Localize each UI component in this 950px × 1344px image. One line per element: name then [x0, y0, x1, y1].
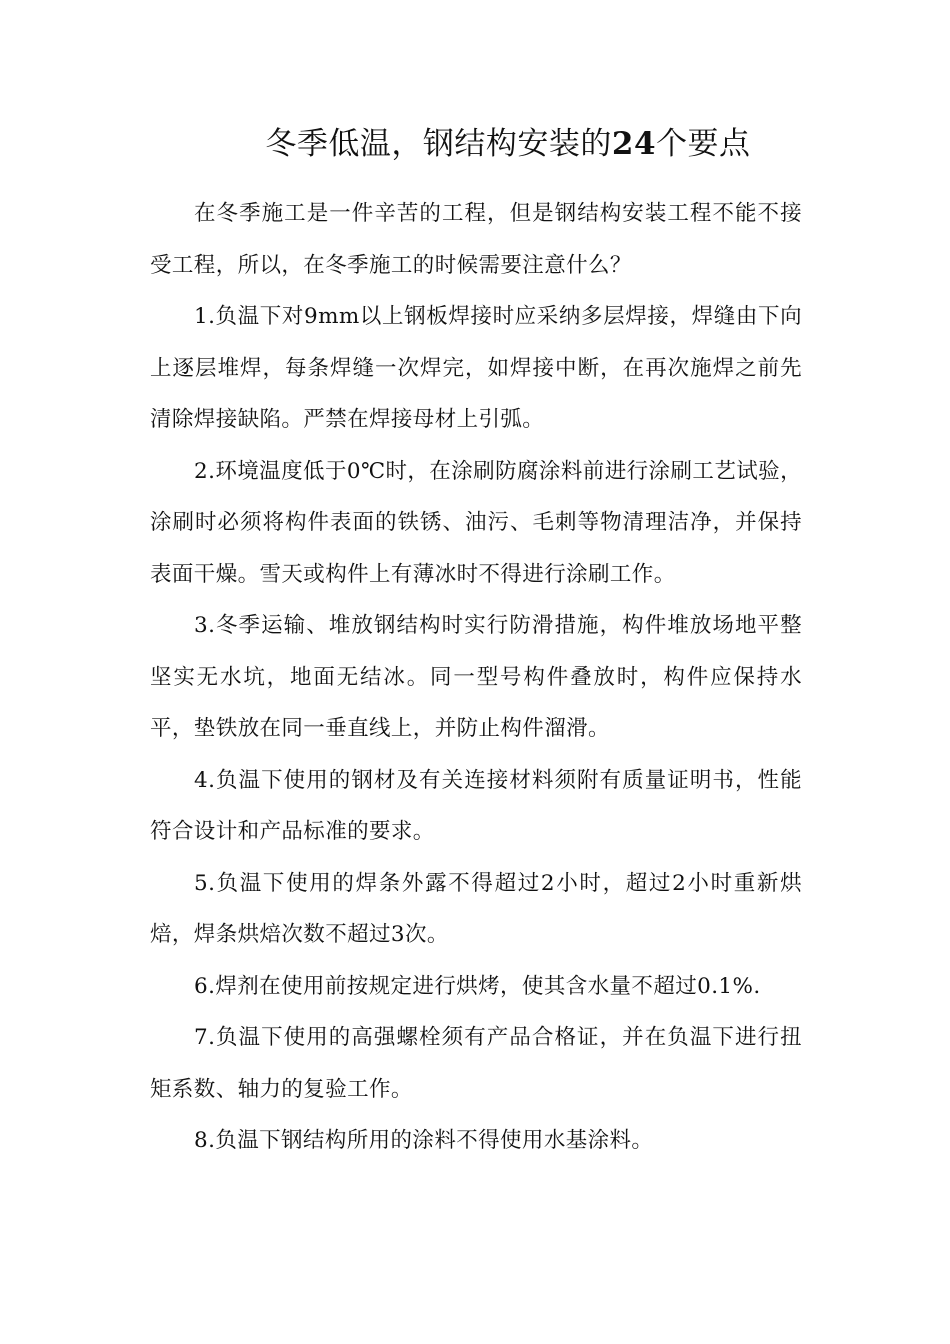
- title-text-after: 个要点: [656, 126, 751, 162]
- intro-paragraph: 在冬季施工是一件辛苦的工程，但是钢结构安装工程不能不接受工程，所以，在冬季施工的时候需要注意什么？: [150, 201, 802, 278]
- point-3-paragraph: 3.冬季运输、堆放钢结构时实行防滑措施，构件堆放场地平整坚实无水坑，地面无结冰。同一型号构件叠放时，构件应保持水平，垫铁放在同一垂直线上，并防止构件溜滑。: [150, 613, 802, 741]
- title-number: 24: [611, 126, 657, 162]
- point-5-paragraph: 5.负温下使用的焊条外露不得超过2小时，超过2小时重新烘焙，焊条烘焙次数不超过3次。: [150, 870, 802, 947]
- point-6-paragraph: 6.焊剂在使用前按规定进行烘烤，使其含水量不超过0.1%.: [194, 973, 761, 999]
- document-title: [150, 118, 866, 170]
- point-2-paragraph: 2.环境温度低于0℃时，在涂刷防腐涂料前进行涂刷工艺试验，涂刷时必须将构件表面的铁锈、油污、毛刺等物清理洁净，并保持表面干燥。雪天或构件上有薄冰时不得进行涂刷工作。: [150, 458, 802, 587]
- point-7-paragraph: 7.负温下使用的高强螺栓须有产品合格证，并在负温下进行扭矩系数、轴力的复验工作。: [150, 1025, 802, 1102]
- document-body: [150, 188, 802, 1167]
- point-4-paragraph: 4.负温下使用的钢材及有关连接材料须附有质量证明书，性能符合设计和产品标准的要求。: [150, 767, 802, 844]
- point-8-paragraph: 8.负温下钢结构所用的涂料不得使用水基涂料。: [194, 1128, 654, 1153]
- point-1-paragraph: 1.负温下对9mm以上钢板焊接时应采纳多层焊接，焊缝由下向上逐层堆焊，每条焊缝一次焊完，如焊接中断，在再次施焊之前先清除焊接缺陷。严禁在焊接母材上引弧。: [150, 304, 802, 432]
- title-text-before: 冬季低温，钢结构安装的: [265, 126, 612, 162]
